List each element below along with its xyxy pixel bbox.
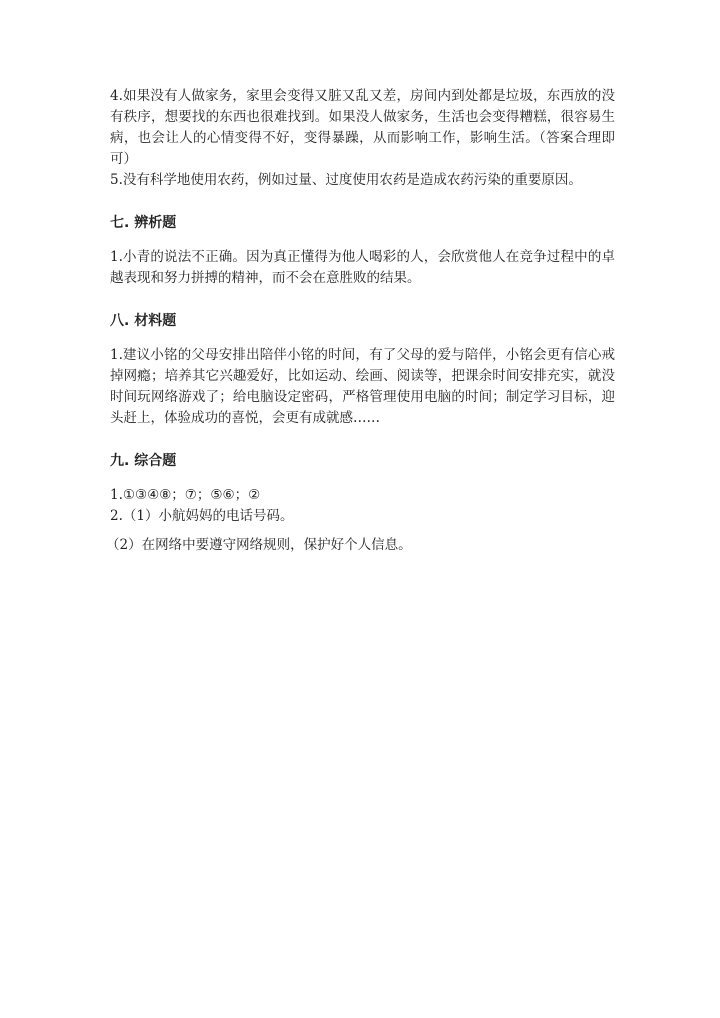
section-heading-analysis: 七. 辨析题: [110, 215, 177, 231]
comprehensive-answer-2-part-2: （2）在网络中要遵守网络规则，保护好个人信息。: [106, 537, 412, 553]
answer-item-5: 5.没有科学地使用农药，例如过量、过度使用农药是造成农药污染的重要原因。: [110, 172, 582, 188]
comprehensive-answer-1: 1.①③④⑧；⑦；⑤⑥；②: [110, 487, 261, 503]
comprehensive-answer-2-part-1: 2.（1）小航妈妈的电话号码。: [110, 508, 294, 524]
answer-item-4: 4.如果没有人做家务，家里会变得又脏又乱又差，房间内到处都是垃圾，东西放的没有秩序，想要找的东西也很难找到。如果没人做家务，生活也会变得糟糕，很容易生病，也会让人的心情变得不好，变得暴躁，从而影响工作，影响生活。（答案合理即可）: [110, 88, 615, 167]
analysis-answer-1: 1.小青的说法不正确。因为真正懂得为他人喝彩的人，会欣赏他人在竞争过程中的卓越表现和努力拼搏的精神，而不会在意胜败的结果。: [110, 249, 615, 286]
answer-document: [106, 86, 615, 556]
section-heading-comprehensive: 九. 综合题: [110, 453, 177, 469]
section-heading-material: 八. 材料题: [110, 313, 177, 329]
material-answer-1: 1.建议小铭的父母安排出陪伴小铭的时间，有了父母的爱与陪伴，小铭会更有信心戒掉网瘾；培养其它兴趣爱好，比如运动、绘画、阅读等，把课余时间安排充实，就没时间玩网络游戏了；给电脑设定密码，严格管理使用电脑的时间；制定学习目标，迎头赶上，体验成功的喜悦，会更有成就感……: [110, 347, 615, 426]
